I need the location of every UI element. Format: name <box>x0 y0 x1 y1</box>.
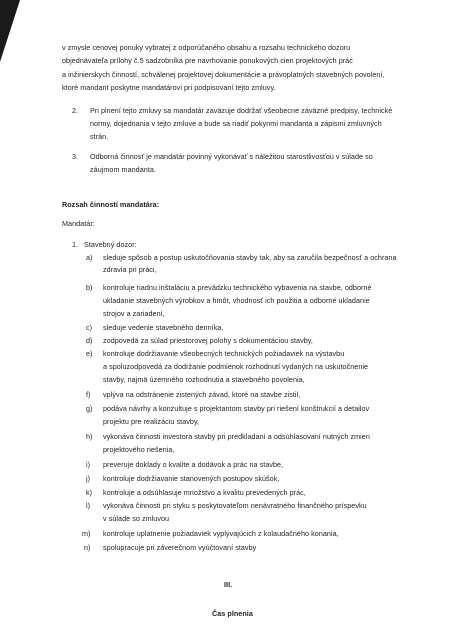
mandatar-label: Mandatár: <box>62 219 95 228</box>
item-letter: l) <box>86 501 91 510</box>
item-line: vykonáva činnosti investora stavby pri predkladaní a odsúhlasovaní nutných zmien <box>103 432 370 441</box>
item-line: vplýva na odstránenie zistených závad, ktoré na stavbe zistil, <box>103 390 301 399</box>
point-line: Pri plnení tejto zmluvy sa mandatár zaväzuje dodržať všeobecne záväzné predpisy, technické <box>90 106 393 115</box>
item-line: zodpovedá za súlad priestorovej polohy s dokumentáciou stavby, <box>103 336 313 345</box>
item-line: kontroluje a odsúhlasuje množstvo a kvalitu prevedených prác, <box>103 488 306 497</box>
item-line: a spoluzodpovedá za dodržanie podmienok rozhodnutí vydaných na uskutočnenie <box>103 362 369 371</box>
item-letter: g) <box>86 404 93 413</box>
section-number: III. <box>224 580 233 589</box>
item-line: spolupracuje pri záverečnom vyúčtovaní stavby <box>103 543 257 552</box>
item-letter: m) <box>82 529 91 538</box>
item-line: kontroluje uplatnenie požiadaviek vyplývajúcich z kolaudačného konania, <box>103 529 339 538</box>
item-line: zdravia pri práci, <box>103 265 157 274</box>
item-line: sleduje spôsob a postup uskutočňovania stavby tak, aby sa zaručila bezpečnosť a ochrana <box>103 253 397 262</box>
item-letter: d) <box>86 336 93 345</box>
supervision-title: Stavebný dozor: <box>84 240 137 249</box>
item-letter: k) <box>86 488 93 497</box>
item-line: ukladanie stavebných výrobkov a hmôt, vhodnosť ich použitia a odborné ukladanie <box>103 296 370 305</box>
item-letter: f) <box>86 390 91 399</box>
item-line: projektu pre realizáciu stavby, <box>103 417 200 426</box>
supervision-number: 1. <box>72 240 79 249</box>
point-line: strán. <box>90 132 109 141</box>
item-line: projektového riešenia, <box>103 445 175 454</box>
item-line: kontroluje riadnu inštaláciu a prevádzku technického vybavenia na stavbe, odborné <box>103 283 372 292</box>
item-line: v súlade so zmluvou <box>103 514 170 523</box>
point-line: Odborná činnosť je mandatár povinný vykonávať s náležitou starostlivosťou v súlade so <box>90 152 373 161</box>
item-letter: j) <box>86 474 91 483</box>
item-line: sleduje vedenie stavebného denníka, <box>103 323 224 332</box>
item-line: preveruje doklady o kvalite a dodávok a prác na stavbe, <box>103 460 284 469</box>
section-title: Čas plnenia <box>212 609 253 618</box>
intro-line: ktoré mandant poskytne mandatárovi pri podpisovaní tejto zmluvy. <box>62 83 276 92</box>
item-letter: b) <box>86 283 93 292</box>
item-line: strojov a zariadení, <box>103 309 165 318</box>
item-line: vykonáva činnosti pri styku s poskytovateľom nenávratného finančného príspevku <box>103 501 367 510</box>
item-letter: h) <box>86 432 93 441</box>
item-letter: e) <box>86 349 93 358</box>
item-line: podáva návrhy a konzultuje s projektantom stavby pri riešení konštrukcií a detailov <box>103 404 370 413</box>
item-letter: a) <box>86 253 93 262</box>
item-line: kontroluje dodržiavanie stanovených postupov skúšok, <box>103 474 280 483</box>
item-line: kontroluje dodržiavanie všeobecných technických požiadaviek na výstavbu <box>103 349 345 358</box>
item-line: stavby, najmä územného rozhodnutia a stavebného povolenia, <box>103 375 305 384</box>
intro-line: objednávateľa prílohy č.5 sadzobníka pre navrhovanie ponukových cien projektových prác <box>62 56 353 65</box>
scope-heading: Rozsah činností mandatára: <box>62 200 160 209</box>
point-line: záujmom mandanta. <box>90 165 156 174</box>
intro-line: v zmysle cenovej ponuky vybratej z odporúčaného obsahu a rozsahu technického dozoru <box>62 43 351 52</box>
point-number: 3. <box>72 152 79 161</box>
item-letter: c) <box>86 323 93 332</box>
item-letter: n) <box>84 543 91 552</box>
intro-line: a inžinierskych činností, schválenej projektovej dokumentácie a právoplatných stavebných povolení, <box>62 70 385 79</box>
item-letter: i) <box>86 460 91 469</box>
point-line: normy, dojednania v tejto zmluve a bude sa riadiť pokynmi mandanta a zápismi zmluvných <box>90 119 382 128</box>
point-number: 2. <box>72 106 79 115</box>
